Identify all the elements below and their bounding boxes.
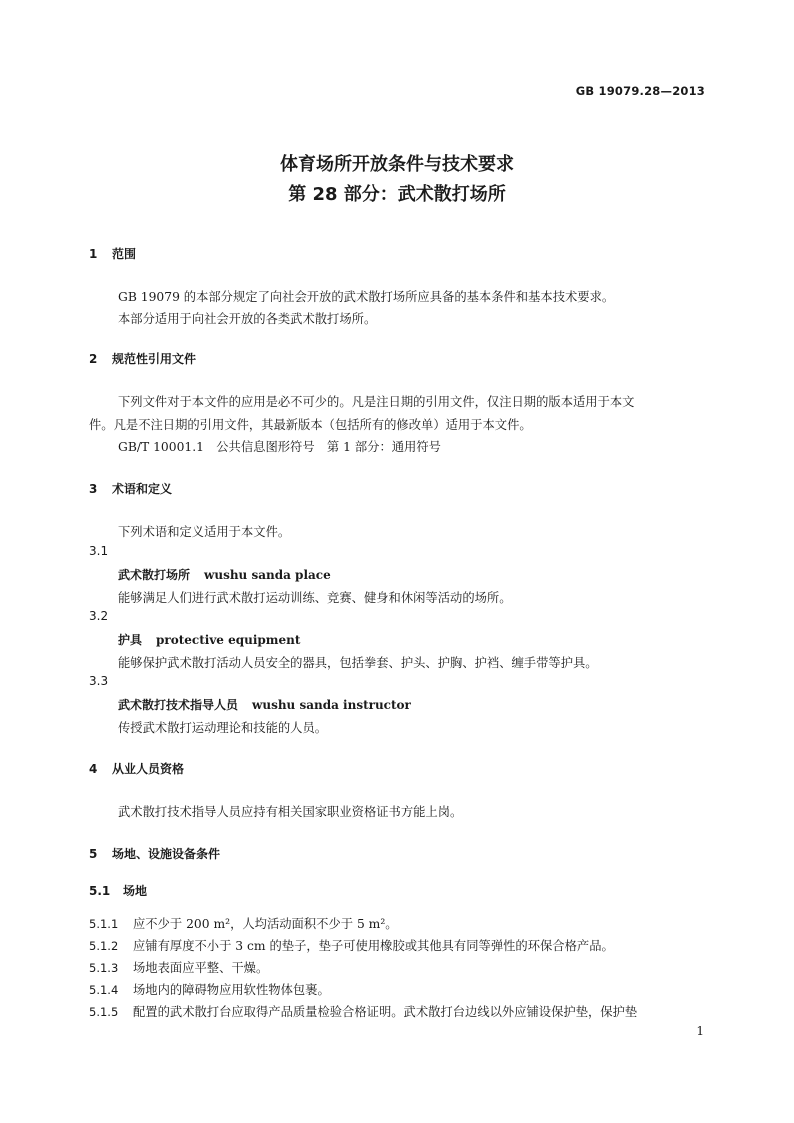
term-number: 3.1: [89, 544, 109, 558]
clause-text: 场地表面应平整、干燥。: [133, 961, 269, 975]
document-subtitle: 第 28 部分：武术散打场所: [288, 184, 506, 205]
paragraph-continuation: 件。凡是不注日期的引用文件，其最新版本（包括所有的修改单）适用于本文件。: [89, 418, 532, 432]
clause-text: 应铺有厚度不小于 3 cm 的垫子，垫子可使用橡胶或其他具有同等弹性的环保合格产品。: [133, 939, 614, 953]
term-definition: 传授武术散打运动理论和技能的人员。: [118, 721, 328, 735]
clause: [89, 1002, 637, 1020]
section-heading-scope: [89, 245, 136, 262]
clause-number: 5.1.3: [89, 961, 119, 975]
clause-number: 5.1.5: [89, 1005, 119, 1019]
subsection-title: 场地: [123, 884, 148, 898]
term-chinese: 武术散打技术指导人员: [118, 698, 239, 712]
section-number: 4: [89, 762, 98, 776]
term-english: protective equipment: [156, 633, 301, 647]
paragraph: 本部分适用于向社会开放的各类武术散打场所。: [118, 312, 377, 326]
section-title: 场地、设施设备条件: [112, 847, 221, 861]
term-entry: [118, 631, 300, 648]
term-entry: [118, 696, 411, 713]
term-english: wushu sanda place: [204, 568, 331, 582]
section-heading-staff-qualification: [89, 760, 184, 777]
section-number: 3: [89, 482, 98, 496]
section-heading-normative-references: [89, 350, 196, 367]
document-id: GB 19079.28—2013: [575, 84, 705, 98]
term-english: wushu sanda instructor: [252, 698, 411, 712]
section-title: 规范性引用文件: [112, 352, 197, 366]
term-chinese: 武术散打场所: [118, 568, 191, 582]
term-number: 3.3: [89, 674, 109, 688]
term-number: 3.2: [89, 609, 109, 623]
clause-number: 5.1.4: [89, 983, 119, 997]
section-title: 从业人员资格: [112, 762, 185, 776]
reference-entry: GB/T 10001.1 公共信息图形符号 第 1 部分：通用符号: [118, 440, 441, 454]
term-chinese: 护具: [118, 633, 143, 647]
section-title: 范围: [112, 247, 137, 261]
section-number: 5: [89, 847, 98, 861]
clause: [89, 936, 614, 954]
term-definition: 能够满足人们进行武术散打运动训练、竞赛、健身和休闲等活动的场所。: [118, 591, 512, 605]
subsection-heading-venue: [89, 882, 147, 899]
section-heading-venue-facilities: [89, 845, 220, 862]
term-definition: 能够保护武术散打活动人员安全的器具，包括拳套、护头、护胸、护裆、缠手带等护具。: [118, 656, 598, 670]
paragraph: 下列术语和定义适用于本文件。: [118, 525, 291, 539]
term-entry: [118, 566, 331, 583]
subsection-number: 5.1: [89, 884, 111, 898]
clause-text: 场地内的障碍物应用软性物体包裹。: [133, 983, 330, 997]
clause: [89, 980, 330, 998]
clause-text: 配置的武术散打台应取得产品质量检验合格证明。武术散打台边线以外应铺设保护垫，保护垫: [133, 1005, 638, 1019]
section-title: 术语和定义: [112, 482, 173, 496]
page-number: 1: [696, 1024, 704, 1038]
section-heading-terms: [89, 480, 172, 497]
clause: [89, 914, 398, 932]
clause: [89, 958, 268, 976]
section-number: 2: [89, 352, 98, 366]
paragraph: GB 19079 的本部分规定了向社会开放的武术散打场所应具备的基本条件和基本技术要求。: [118, 290, 615, 304]
clause-number: 5.1.1: [89, 917, 119, 931]
paragraph: 武术散打技术指导人员应持有相关国家职业资格证书方能上岗。: [118, 805, 463, 819]
clause-number: 5.1.2: [89, 939, 119, 953]
clause-text: 应不少于 200 m²，人均活动面积不少于 5 m²。: [133, 917, 398, 931]
document-title: 体育场所开放条件与技术要求: [280, 154, 514, 175]
section-number: 1: [89, 247, 98, 261]
paragraph: 下列文件对于本文件的应用是必不可少的。凡是注日期的引用文件，仅注日期的版本适用于本文: [118, 395, 635, 409]
